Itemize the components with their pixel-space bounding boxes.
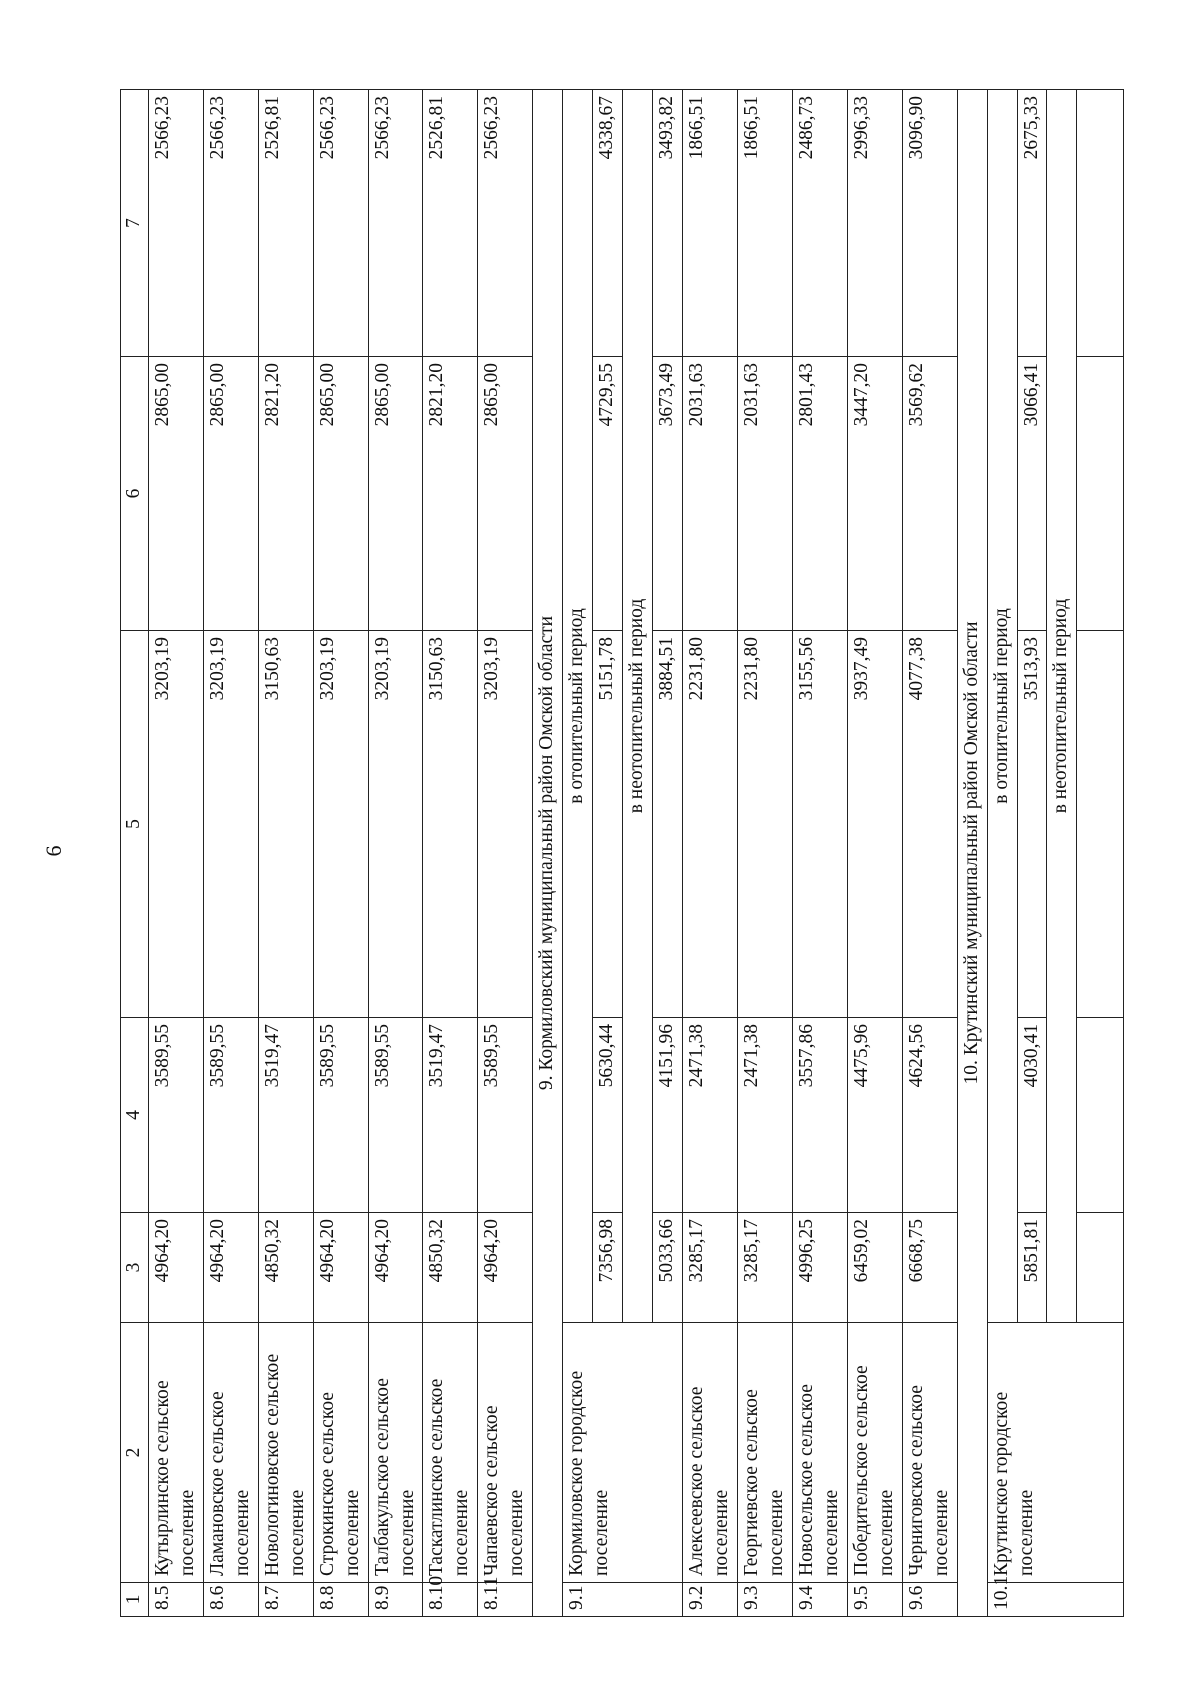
section-title-row xyxy=(533,90,563,1617)
period-label: в отопительный период xyxy=(987,90,1017,1323)
value-c4: 3557,86 xyxy=(792,1018,847,1213)
value-c3: 5033,66 xyxy=(653,1213,683,1323)
settlement-name: Кутырлинское сельское поселение xyxy=(148,1323,203,1583)
value-c6: 2821,20 xyxy=(258,357,313,631)
value-c6: 3569,62 xyxy=(902,357,957,631)
value-c3: 4964,20 xyxy=(313,1213,368,1323)
settlement-name: Талбакульское сельское поселение xyxy=(368,1323,423,1583)
column-header: 4 xyxy=(121,1018,149,1213)
section-title: 9. Кормиловский муниципальный район Омской области xyxy=(533,90,563,1617)
value-c6: 2865,00 xyxy=(368,357,423,631)
value-c6: 4729,55 xyxy=(593,357,623,631)
table-row xyxy=(478,90,533,1617)
value-c7: 2566,23 xyxy=(313,90,368,357)
value-c7: 1866,51 xyxy=(683,90,738,357)
table-row xyxy=(313,90,368,1617)
section-title-row xyxy=(957,90,987,1617)
value-c4: 3589,55 xyxy=(368,1018,423,1213)
section-title: 10. Крутинский муниципальный район Омской области xyxy=(957,90,987,1617)
value-c6: 2865,00 xyxy=(203,357,258,631)
settlement-name: Новосельское сельское поселение xyxy=(792,1323,847,1583)
value-c4: 2471,38 xyxy=(737,1018,792,1213)
value-c6: 3673,49 xyxy=(653,357,683,631)
value-c6: 2821,20 xyxy=(423,357,478,631)
column-header: 7 xyxy=(121,90,149,357)
column-header: 2 xyxy=(121,1323,149,1583)
row-number: 8.9 xyxy=(368,1583,423,1617)
settlement-name: Георгиевское сельское поселение xyxy=(737,1323,792,1583)
value-c4: 3589,55 xyxy=(203,1018,258,1213)
row-number: 8.10 xyxy=(423,1583,478,1617)
value-c4: 2471,38 xyxy=(683,1018,738,1213)
value-c3: 3285,17 xyxy=(683,1213,738,1323)
column-header: 3 xyxy=(121,1213,149,1323)
table-row xyxy=(203,90,258,1617)
value-c3: 4850,32 xyxy=(423,1213,478,1323)
value-c6: 2031,63 xyxy=(683,357,738,631)
period-label: в неотопительный период xyxy=(1047,90,1077,1323)
value-c5: 3884,51 xyxy=(653,631,683,1018)
row-number: 8.8 xyxy=(313,1583,368,1617)
value-c5: 2231,80 xyxy=(683,631,738,1018)
value-c3: 5851,81 xyxy=(1017,1213,1047,1323)
row-number: 9.3 xyxy=(737,1583,792,1617)
value-c5: 3150,63 xyxy=(258,631,313,1018)
column-header: 5 xyxy=(121,631,149,1018)
table-row xyxy=(368,90,423,1617)
value-c6: 2801,43 xyxy=(792,357,847,631)
column-header: 1 xyxy=(121,1583,149,1617)
empty-cell xyxy=(1077,90,1124,357)
table-row xyxy=(737,90,792,1617)
empty-cell xyxy=(1077,357,1124,631)
value-c7: 2996,33 xyxy=(847,90,902,357)
value-c5: 3513,93 xyxy=(1017,631,1047,1018)
value-c5: 4077,38 xyxy=(902,631,957,1018)
value-c3: 6668,75 xyxy=(902,1213,957,1323)
row-number: 9.5 xyxy=(847,1583,902,1617)
period-row xyxy=(563,90,593,1617)
row-number: 9.4 xyxy=(792,1583,847,1617)
table-row xyxy=(683,90,738,1617)
value-c4: 4475,96 xyxy=(847,1018,902,1213)
value-c5: 2231,80 xyxy=(737,631,792,1018)
value-c4: 3519,47 xyxy=(423,1018,478,1213)
value-c3: 4964,20 xyxy=(203,1213,258,1323)
value-c4: 3519,47 xyxy=(258,1018,313,1213)
rotated-table-wrapper xyxy=(120,90,1075,1617)
value-c6: 2865,00 xyxy=(148,357,203,631)
value-c3: 6459,02 xyxy=(847,1213,902,1323)
value-c3: 4964,20 xyxy=(148,1213,203,1323)
column-header: 6 xyxy=(121,357,149,631)
value-c4: 5630,44 xyxy=(593,1018,623,1213)
value-c5: 3203,19 xyxy=(313,631,368,1018)
table-row xyxy=(902,90,957,1617)
empty-cell xyxy=(1077,631,1124,1018)
value-c7: 2675,33 xyxy=(1017,90,1047,357)
value-c4: 4624,56 xyxy=(902,1018,957,1213)
row-number: 9.6 xyxy=(902,1583,957,1617)
value-c7: 2526,81 xyxy=(423,90,478,357)
table-row xyxy=(423,90,478,1617)
page-number: 6 xyxy=(41,845,66,857)
value-c6: 2865,00 xyxy=(478,357,533,631)
row-number: 10.1 xyxy=(987,1583,1124,1617)
period-row xyxy=(987,90,1017,1617)
value-c4: 4030,41 xyxy=(1017,1018,1047,1213)
value-c7: 2566,23 xyxy=(368,90,423,357)
value-c4: 3589,55 xyxy=(478,1018,533,1213)
value-c7: 2566,23 xyxy=(478,90,533,357)
value-c3: 4964,20 xyxy=(478,1213,533,1323)
value-c3: 3285,17 xyxy=(737,1213,792,1323)
settlement-name: Чапаевское сельское поселение xyxy=(478,1323,533,1583)
settlement-name: Ламановское сельское поселение xyxy=(203,1323,258,1583)
value-c5: 3150,63 xyxy=(423,631,478,1018)
settlement-name: Крутинское городское поселение xyxy=(987,1323,1124,1583)
value-c5: 5151,78 xyxy=(593,631,623,1018)
row-number: 8.7 xyxy=(258,1583,313,1617)
value-c4: 3589,55 xyxy=(148,1018,203,1213)
table-row xyxy=(148,90,203,1617)
period-label: в неотопительный период xyxy=(623,90,653,1323)
value-c7: 2526,81 xyxy=(258,90,313,357)
value-c5: 3155,56 xyxy=(792,631,847,1018)
settlement-name: Строкинское сельское поселение xyxy=(313,1323,368,1583)
value-c6: 3447,20 xyxy=(847,357,902,631)
value-c5: 3203,19 xyxy=(148,631,203,1018)
value-c7: 2486,73 xyxy=(792,90,847,357)
value-c3: 7356,98 xyxy=(593,1213,623,1323)
value-c5: 3203,19 xyxy=(203,631,258,1018)
value-c6: 2865,00 xyxy=(313,357,368,631)
value-c7: 3096,90 xyxy=(902,90,957,357)
table-row xyxy=(792,90,847,1617)
value-c4: 3589,55 xyxy=(313,1018,368,1213)
value-c6: 2031,63 xyxy=(737,357,792,631)
value-c7: 3493,82 xyxy=(653,90,683,357)
settlement-name: Таскатлинское сельское поселение xyxy=(423,1323,478,1583)
row-number: 8.11 xyxy=(478,1583,533,1617)
value-c7: 1866,51 xyxy=(737,90,792,357)
value-c5: 3203,19 xyxy=(368,631,423,1018)
settlement-name: Новологиновское сельское поселение xyxy=(258,1323,313,1583)
value-c3: 4996,25 xyxy=(792,1213,847,1323)
empty-cell xyxy=(1077,1018,1124,1213)
value-c6: 3066,41 xyxy=(1017,357,1047,631)
table-row xyxy=(847,90,902,1617)
value-c5: 3203,19 xyxy=(478,631,533,1018)
period-label: в отопительный период xyxy=(563,90,593,1323)
row-number: 8.6 xyxy=(203,1583,258,1617)
header-row xyxy=(121,90,149,1617)
value-c7: 4338,67 xyxy=(593,90,623,357)
settlement-name: Победительское сельское поселение xyxy=(847,1323,902,1583)
value-c5: 3937,49 xyxy=(847,631,902,1018)
value-c4: 4151,96 xyxy=(653,1018,683,1213)
empty-cell xyxy=(1077,1213,1124,1323)
settlement-name: Алексеевское сельское поселение xyxy=(683,1323,738,1583)
value-c3: 4964,20 xyxy=(368,1213,423,1323)
value-c7: 2566,23 xyxy=(148,90,203,357)
settlement-name: Кормиловское городское поселение xyxy=(563,1323,683,1583)
value-c3: 4850,32 xyxy=(258,1213,313,1323)
tariff-table xyxy=(120,89,1124,1617)
value-c7: 2566,23 xyxy=(203,90,258,357)
row-number: 8.5 xyxy=(148,1583,203,1617)
table-row xyxy=(258,90,313,1617)
settlement-name: Черниговское сельское поселение xyxy=(902,1323,957,1583)
row-number: 9.1 xyxy=(563,1583,683,1617)
row-number: 9.2 xyxy=(683,1583,738,1617)
